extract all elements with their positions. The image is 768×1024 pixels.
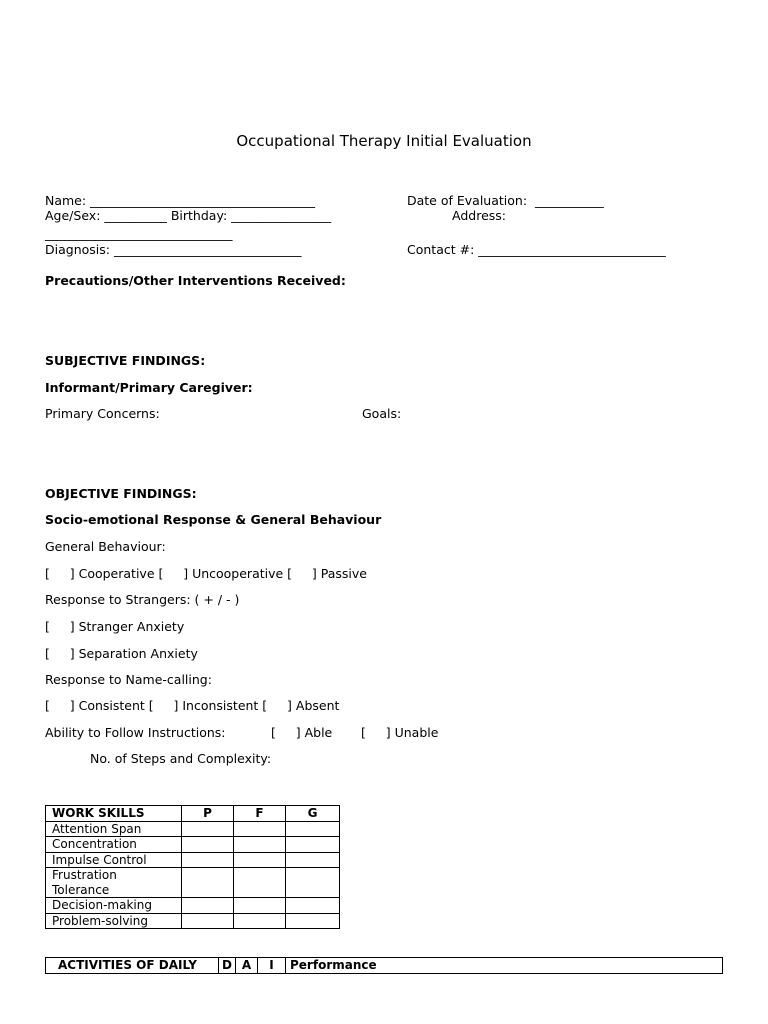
table-row — [46, 913, 340, 929]
rating-cell — [286, 852, 340, 868]
table-row — [46, 898, 340, 914]
rating-cell — [234, 821, 286, 837]
skill-name: Frustration Tolerance — [46, 868, 182, 898]
performance-header: Performance — [286, 958, 723, 974]
date-of-evaluation-line: Date of Evaluation: ___________ — [407, 193, 604, 208]
f-header: F — [234, 806, 286, 822]
name-calling-label: Response to Name-calling: — [45, 672, 212, 687]
d-header: D — [219, 958, 236, 974]
rating-cell — [182, 852, 234, 868]
work-skills-header-row — [46, 806, 340, 822]
work-skills-table — [45, 805, 340, 929]
rating-cell — [234, 868, 286, 898]
name-calling-checkboxes: [ ] Consistent [ ] Inconsistent [ ] Absent — [45, 698, 340, 713]
rating-cell — [182, 898, 234, 914]
rating-cell — [286, 868, 340, 898]
work-skills-header: WORK SKILLS — [46, 806, 182, 822]
a-header: A — [236, 958, 258, 974]
diagnosis-line: Diagnosis: ______________________________ — [45, 242, 302, 257]
behaviour-checkboxes: [ ] Cooperative [ ] Uncooperative [ ] Passive — [45, 566, 367, 581]
rating-cell — [182, 837, 234, 853]
rating-cell — [234, 898, 286, 914]
precautions-heading: Precautions/Other Interventions Received: — [45, 273, 346, 288]
response-to-strangers-label: Response to Strangers: ( + / - ) — [45, 592, 240, 607]
address-label: Address: — [452, 208, 506, 223]
informant-heading: Informant/Primary Caregiver: — [45, 380, 253, 395]
activities-of-daily-living-table — [45, 957, 723, 974]
steps-complexity-label: No. of Steps and Complexity: — [90, 751, 272, 766]
rating-cell — [182, 821, 234, 837]
adl-header-row — [46, 958, 723, 974]
rating-cell — [234, 852, 286, 868]
follow-instructions-label: Ability to Follow Instructions: — [45, 725, 226, 740]
skill-name: Decision-making — [46, 898, 182, 914]
objective-findings-heading: OBJECTIVE FINDINGS: — [45, 486, 197, 501]
g-header: G — [286, 806, 340, 822]
skill-name: Problem-solving — [46, 913, 182, 929]
able-checkbox: [ ] Able — [271, 725, 333, 740]
table-row — [46, 821, 340, 837]
primary-concerns-label: Primary Concerns: — [45, 406, 160, 421]
rating-cell — [182, 868, 234, 898]
goals-label: Goals: — [362, 406, 402, 421]
i-header: I — [258, 958, 286, 974]
subjective-findings-heading: SUBJECTIVE FINDINGS: — [45, 353, 206, 368]
table-row — [46, 837, 340, 853]
age-sex-birthday-line: Age/Sex: __________ Birthday: ________________ — [45, 208, 332, 223]
rating-cell — [286, 821, 340, 837]
rating-cell — [286, 898, 340, 914]
separation-anxiety-checkbox: [ ] Separation Anxiety — [45, 646, 198, 661]
activities-of-daily-header: ACTIVITIES OF DAILY — [46, 958, 219, 974]
skill-name: Impulse Control — [46, 852, 182, 868]
blank-line: ______________________________ — [45, 226, 233, 241]
rating-cell — [182, 913, 234, 929]
socio-emotional-heading: Socio-emotional Response & General Behaviour — [45, 512, 382, 527]
unable-checkbox: [ ] Unable — [361, 725, 439, 740]
rating-cell — [234, 913, 286, 929]
p-header: P — [182, 806, 234, 822]
skill-name: Attention Span — [46, 821, 182, 837]
stranger-anxiety-checkbox: [ ] Stranger Anxiety — [45, 619, 185, 634]
table-row — [46, 852, 340, 868]
skill-name: Concentration — [46, 837, 182, 853]
table-row — [46, 868, 340, 898]
rating-cell — [286, 913, 340, 929]
rating-cell — [286, 837, 340, 853]
page-title: Occupational Therapy Initial Evaluation — [236, 132, 532, 150]
general-behaviour-label: General Behaviour: — [45, 539, 166, 554]
name-field-line: Name: ____________________________________ — [45, 193, 316, 208]
rating-cell — [234, 837, 286, 853]
contact-line: Contact #: ______________________________ — [407, 242, 666, 257]
